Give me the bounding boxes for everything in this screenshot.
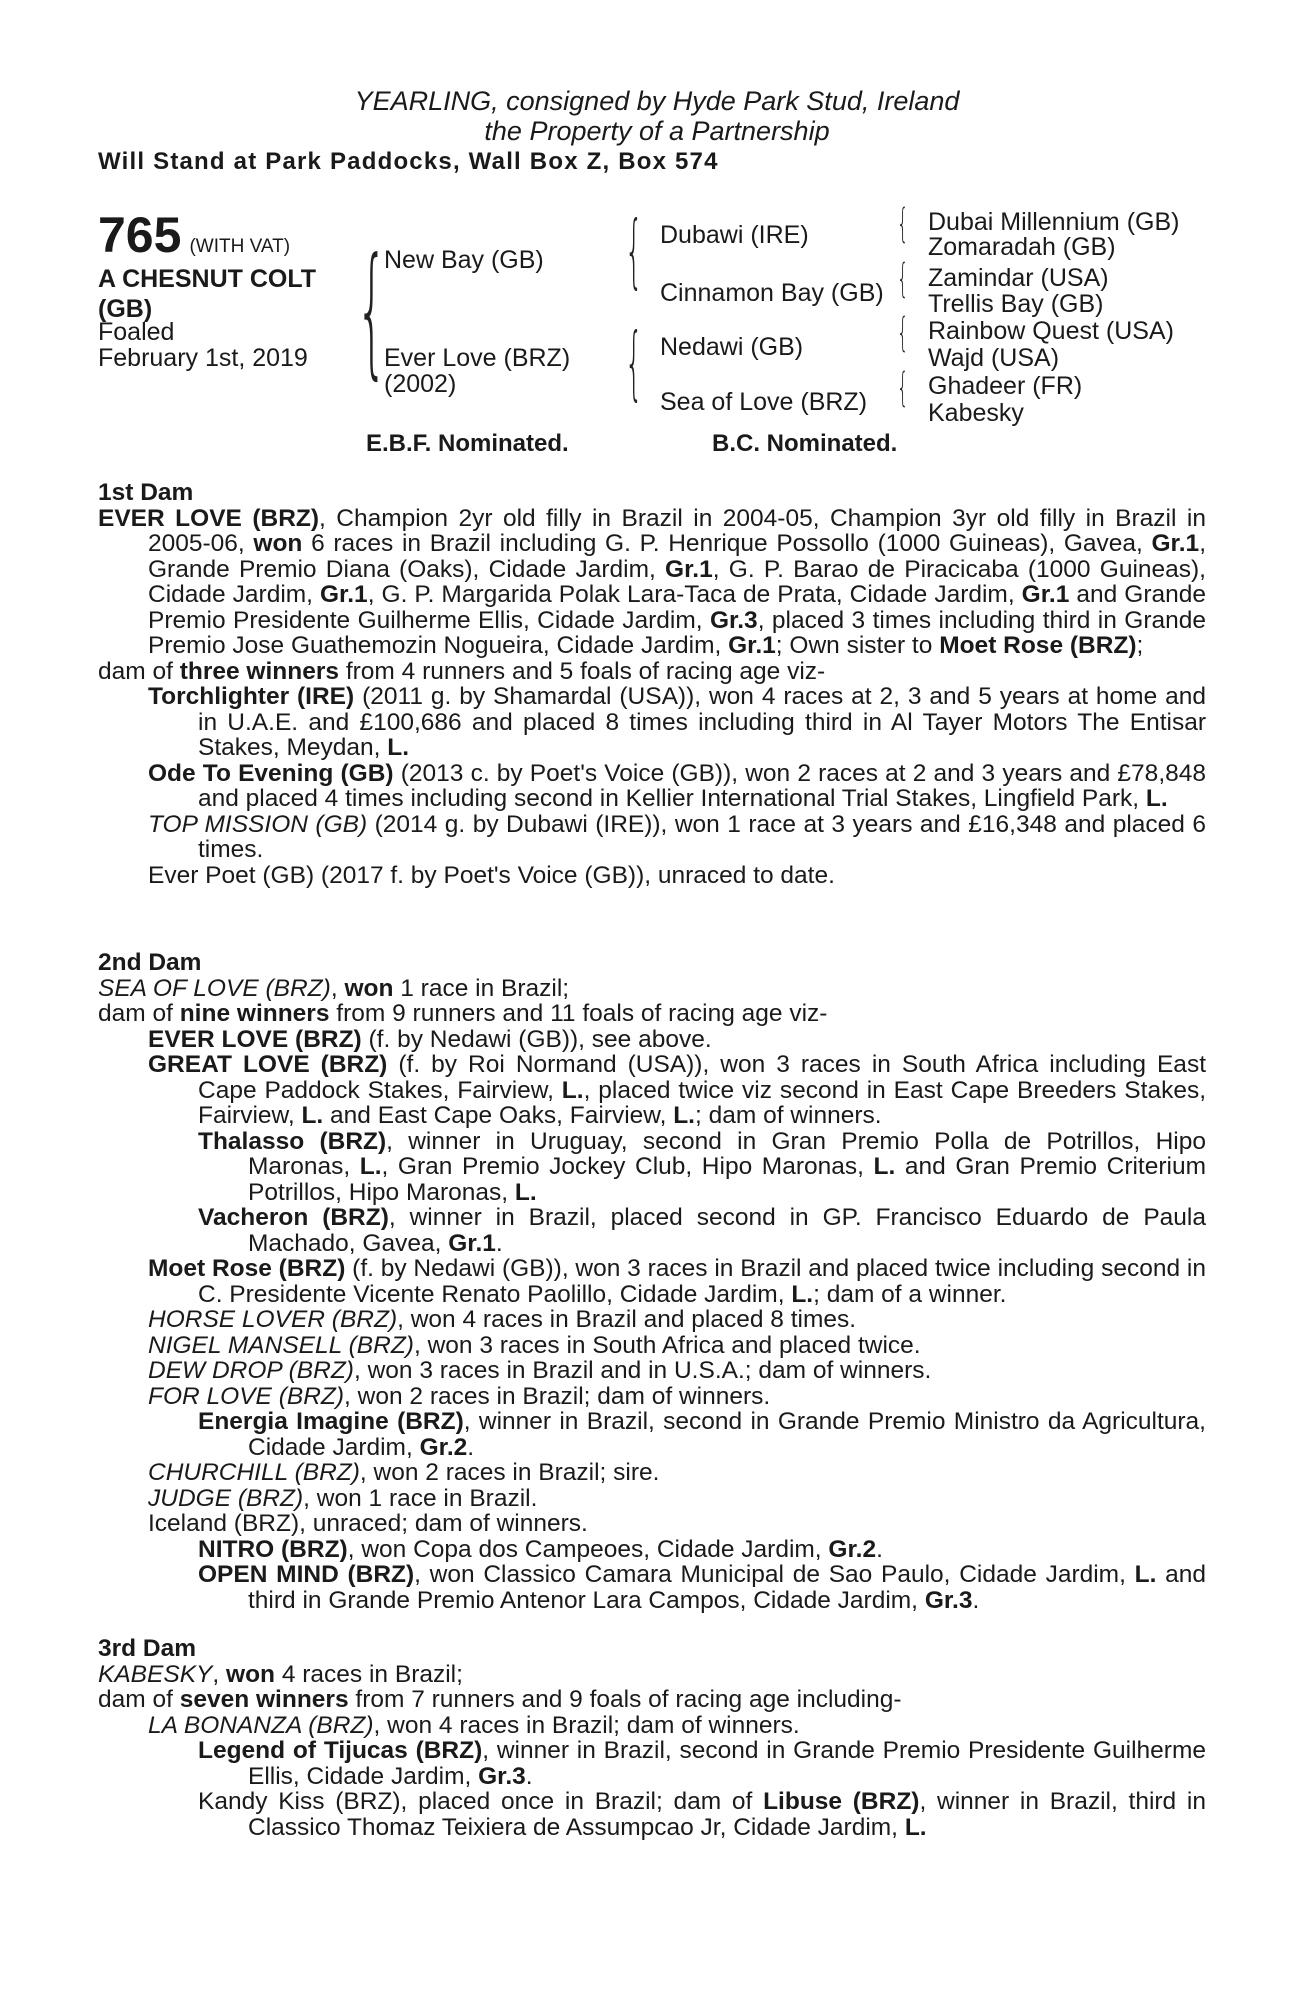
consignor-line: YEARLING, consigned by Hyde Park Stud, Ireland — [354, 86, 960, 116]
ebf-nominated: E.B.F. Nominated. — [366, 430, 569, 457]
first-dam-section — [98, 480, 1206, 888]
first-dam-produce-summary: dam of three winners from 4 runners and 5 foals of racing age viz- — [98, 657, 826, 685]
sire-dam-brace: { — [356, 228, 388, 393]
produce-ever-love: EVER LOVE (BRZ) (f. by Nedawi (GB)), see above. — [148, 1025, 712, 1053]
third-dam-entry: KABESKY, won 4 races in Brazil; — [98, 1660, 463, 1688]
lot-number: 765 — [98, 207, 182, 263]
dd-dam: Kabesky — [928, 399, 1024, 427]
dam: Ever Love (BRZ) — [384, 344, 571, 372]
second-dam-heading: 2nd Dam — [98, 949, 202, 976]
sire: New Bay (GB) — [384, 246, 544, 274]
produce-nigel-mansell: NIGEL MANSELL (BRZ), won 3 races in South Africa and placed twice. — [148, 1331, 921, 1359]
grandproduce-legend-of-tijucas: Legend of Tijucas (BRZ), winner in Brazil, second in Grande Premio Presidente Guilherme Ellis, Cidade Jardim, Gr.3. — [198, 1737, 1206, 1790]
stand-location: Will Stand at Park Paddocks, Wall Box Z, Box 574 — [98, 148, 719, 175]
third-dam-heading: 3rd Dam — [98, 1635, 197, 1662]
sire-dam: Cinnamon Bay (GB) — [660, 279, 884, 307]
produce-moet-rose: Moet Rose (BRZ) (f. by Nedawi (GB)), won 3 races in Brazil and placed twice including second in C. Presidente Vicente Renato Paolillo, Cidade Jardim, L.; dam of a winner. — [148, 1255, 1206, 1308]
brace-4: { — [897, 365, 909, 411]
sd-sire: Zamindar (USA) — [928, 264, 1109, 292]
property-line: the Property of a Partnership — [484, 116, 830, 146]
produce-la-bonanza: LA BONANZA (BRZ), won 4 races in Brazil; dam of winners. — [148, 1711, 800, 1739]
second-dam-produce-summary: dam of nine winners from 9 runners and 11 foals of racing age viz- — [98, 1000, 828, 1027]
sd-dam: Trellis Bay (GB) — [928, 290, 1104, 318]
ds-sire: Rainbow Quest (USA) — [928, 317, 1174, 345]
produce-ever-poet: Ever Poet (GB) (2017 f. by Poet's Voice (GB)), unraced to date. — [148, 861, 835, 889]
produce-dew-drop: DEW DROP (BRZ), won 3 races in Brazil and in U.S.A.; dam of winners. — [148, 1357, 932, 1384]
produce-horse-lover: HORSE LOVER (BRZ), won 4 races in Brazil and placed 8 times. — [148, 1306, 857, 1333]
lot-description — [98, 264, 316, 324]
grandproduce-nitro: NITRO (BRZ), won Copa dos Campeoes, Cidade Jardim, Gr.2. — [198, 1535, 883, 1563]
second-dam-entry: SEA OF LOVE (BRZ), won 1 race in Brazil; — [98, 974, 570, 1002]
first-dam-entry: EVER LOVE (BRZ), Champion 2yr old filly in Brazil in 2004-05, Champion 3yr old filly in Brazil in 2005-06, won 6 races in Brazil including G. P. Henrique Possollo (1000 Guineas), Gavea, Gr.1, Grande Premio Diana (Oaks), Cidade Jardim, Gr.1, G. P. Barao de Piracicaba (1000 Guineas), Cidade Jardim, Gr.1, G. P. Margarida Polak Lara-Taca de Prata, Cidade Jardim, Gr.1 and Grande Premio Presidente Guilherme Ellis, Cidade Jardim, Gr.3, placed 3 times including third in Grande Premio Jose Guathemozin Nogueira, Cidade Jardim, Gr.1; Own sister to Moet Rose (BRZ); — [98, 504, 1206, 659]
lot-number-block — [98, 208, 290, 262]
lot-description-line2: (GB) — [98, 295, 153, 323]
grandproduce-energia-imagine: Energia Imagine (BRZ), winner in Brazil, second in Grande Premio Ministro da Agricultura, Cidade Jardim, Gr.2. — [198, 1408, 1206, 1461]
produce-for-love: FOR LOVE (BRZ), won 2 races in Brazil; dam of winners. — [148, 1382, 771, 1410]
dam-parents-brace: { — [625, 316, 643, 409]
ds-dam: Wajd (USA) — [928, 344, 1060, 372]
foaled-label: Foaled — [98, 318, 175, 346]
dam-year: (2002) — [384, 370, 457, 398]
grandproduce-open-mind: OPEN MIND (BRZ), won Classico Camara Municipal de Sao Paulo, Cidade Jardim, L. and third in Grande Premio Antenor Lara Campos, Cidade Jardim, Gr.3. — [198, 1561, 1206, 1614]
dd-sire: Ghadeer (FR) — [928, 372, 1083, 400]
sire-sire: Dubawi (IRE) — [660, 221, 809, 249]
produce-judge: JUDGE (BRZ), won 1 race in Brazil. — [148, 1484, 538, 1512]
produce-torchlighter: Torchlighter (IRE) (2011 g. by Shamardal (USA)), won 4 races at 2, 3 and 5 years at home and in U.A.E. and £100,686 and placed 8 times including third in Al Tayer Motors The Entisar Stakes, Meydan, L. — [148, 683, 1206, 761]
brace-2: { — [897, 256, 909, 302]
produce-ode-to-evening: Ode To Evening (GB) (2013 c. by Poet's Voice (GB)), won 2 races at 2 and 3 years and £78,848 and placed 4 times including second in Kellier International Trial Stakes, Lingfield Park, L. — [148, 759, 1206, 812]
ss-sire: Dubai Millennium (GB) — [928, 208, 1180, 236]
produce-top-mission: TOP MISSION (GB) (2014 g. by Dubawi (IRE)), won 1 race at 3 years and £16,348 and placed 6 times. — [148, 810, 1206, 863]
third-dam-section — [98, 1636, 1206, 1840]
brace-3: { — [897, 310, 909, 356]
sire-parents-brace: { — [625, 204, 643, 297]
produce-churchill: CHURCHILL (BRZ), won 2 races in Brazil; sire. — [148, 1459, 660, 1486]
lot-description-line1: A CHESNUT COLT — [98, 265, 317, 293]
first-dam-heading: 1st Dam — [98, 479, 194, 506]
grandproduce-vacheron: Vacheron (BRZ), winner in Brazil, placed second in GP. Francisco Eduardo de Paula Machado, Gavea, Gr.1. — [198, 1204, 1206, 1257]
dam-dam: Sea of Love (BRZ) — [660, 388, 868, 416]
ss-dam: Zomaradah (GB) — [928, 233, 1116, 261]
foaled-date: February 1st, 2019 — [98, 344, 308, 372]
bc-nominated: B.C. Nominated. — [712, 430, 898, 457]
grandproduce-thalasso: Thalasso (BRZ), winner in Uruguay, second in Gran Premio Polla de Potrillos, Hipo Maronas, L., Gran Premio Jockey Club, Hipo Maronas, L. and Gran Premio Criterium Potrillos, Hipo Maronas, L. — [198, 1127, 1207, 1206]
dam-sire: Nedawi (GB) — [660, 333, 804, 361]
second-dam-section — [98, 950, 1206, 1613]
first-dam-name: EVER LOVE (BRZ) — [98, 504, 320, 532]
produce-iceland: Iceland (BRZ), unraced; dam of winners. — [148, 1510, 588, 1537]
brace-1: { — [897, 201, 909, 247]
produce-great-love: GREAT LOVE (BRZ) (f. by Roi Normand (USA)), won 3 races in South Africa including East Cape Paddock Stakes, Fairview, L., placed twice viz second in East Cape Breeders Stakes, Fairview, L. and East Cape Oaks, Fairview, L.; dam of winners. — [148, 1051, 1207, 1129]
grandproduce-kandy-kiss: Kandy Kiss (BRZ), placed once in Brazil; dam of Libuse (BRZ), winner in Brazil, third in Classico Thomaz Teixiera de Assumpcao Jr, Cidade Jardim, L. — [198, 1788, 1206, 1841]
vat-label: (WITH VAT) — [189, 236, 291, 257]
third-dam-produce-summary: dam of seven winners from 7 runners and 9 foals of racing age including- — [98, 1686, 902, 1713]
